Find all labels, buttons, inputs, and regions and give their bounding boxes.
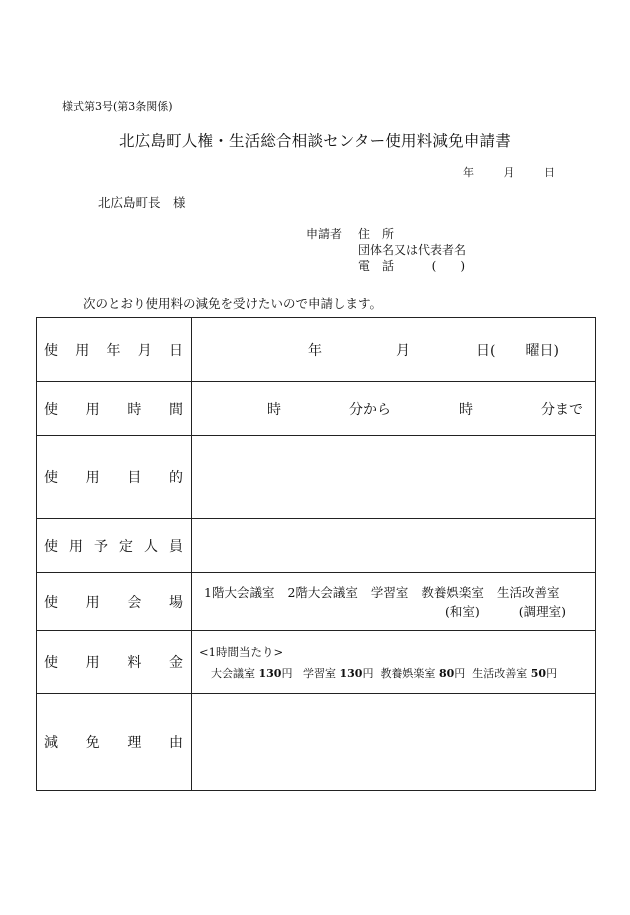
form-number: 様式第3号(第3条関係) [62,100,173,113]
venue-option-life-improvement-room[interactable]: 生活改善室 [496,585,560,600]
intro-text: 次のとおり使用料の減免を受けたいので申請します。 [83,296,383,311]
applicant-address-field[interactable]: 住 所 [358,227,395,241]
usage-venue-field [192,573,596,631]
fee-item: 生活改善室 50円 [472,666,558,680]
table-row [37,382,596,436]
venue-option-study-room[interactable]: 学習室 [370,585,409,600]
table-row [37,436,596,519]
table-row [37,573,596,631]
usage-date-weekday: 曜日) [525,342,559,359]
end-minute-unit: 分まで [541,401,583,418]
start-hour-unit: 時 [267,401,281,418]
start-minute-unit: 分から [349,401,391,418]
usage-time-field[interactable] [192,382,596,436]
usage-purpose-label: 使 用 目 的 [37,436,192,519]
applicant-phone-parens: ( ) [431,259,466,273]
table-row [37,519,596,573]
venue-option-2f-hall[interactable]: 2階大会議室 [287,585,358,600]
usage-date-day: 日( [476,342,496,359]
date-year-unit: 年 [463,166,474,179]
table-row [37,694,596,791]
reduction-reason-label: 減 免 理 由 [37,694,192,791]
fee-item: 学習室 130円 [302,666,374,680]
applicant-phone-field[interactable] [358,258,465,274]
fee-item: 教養娯楽室 80円 [380,666,466,680]
venue-option-recreation-room[interactable]: 教養娯楽室 [421,585,484,600]
usage-date-month: 月 [396,342,410,359]
application-date [463,164,555,180]
fee-heading: <1時間当たり> [199,644,284,659]
venue-note-japanese-room: (和室) [445,604,480,619]
usage-venue-label: 使 用 会 場 [37,573,192,631]
usage-date-field[interactable] [192,318,596,382]
reduction-reason-field[interactable] [192,694,596,791]
expected-attendees-label: 使 用 予 定 人 員 [37,519,192,573]
usage-purpose-field[interactable] [192,436,596,519]
applicant-phone-label: 電 話 [358,259,395,273]
usage-fee-info [192,631,596,694]
venue-note-cooking-room: (調理室) [518,604,567,619]
date-day-unit: 日 [544,166,555,179]
venue-option-1f-hall[interactable]: 1階大会議室 [204,585,275,600]
table-row [37,631,596,694]
date-month-unit: 月 [503,166,515,179]
usage-date-year: 年 [308,342,322,359]
usage-date-label: 使 用 年 月 日 [37,318,192,382]
page-title: 北広島町人権・生活総合相談センター使用料減免申請書 [119,132,511,150]
applicant-block [306,226,466,274]
usage-fee-label: 使 用 料 金 [37,631,192,694]
table-row [37,318,596,382]
applicant-group-name-field[interactable]: 団体名又は代表者名 [358,243,467,257]
end-hour-unit: 時 [459,401,473,418]
fee-item: 大会議室 130円 [211,666,293,680]
usage-time-label: 使 用 時 間 [37,382,192,436]
addressee: 北広島町長 様 [98,195,186,210]
applicant-label: 申請者 [306,227,343,241]
expected-attendees-field[interactable] [192,519,596,573]
fee-list [192,665,595,681]
application-form-table [36,317,596,791]
